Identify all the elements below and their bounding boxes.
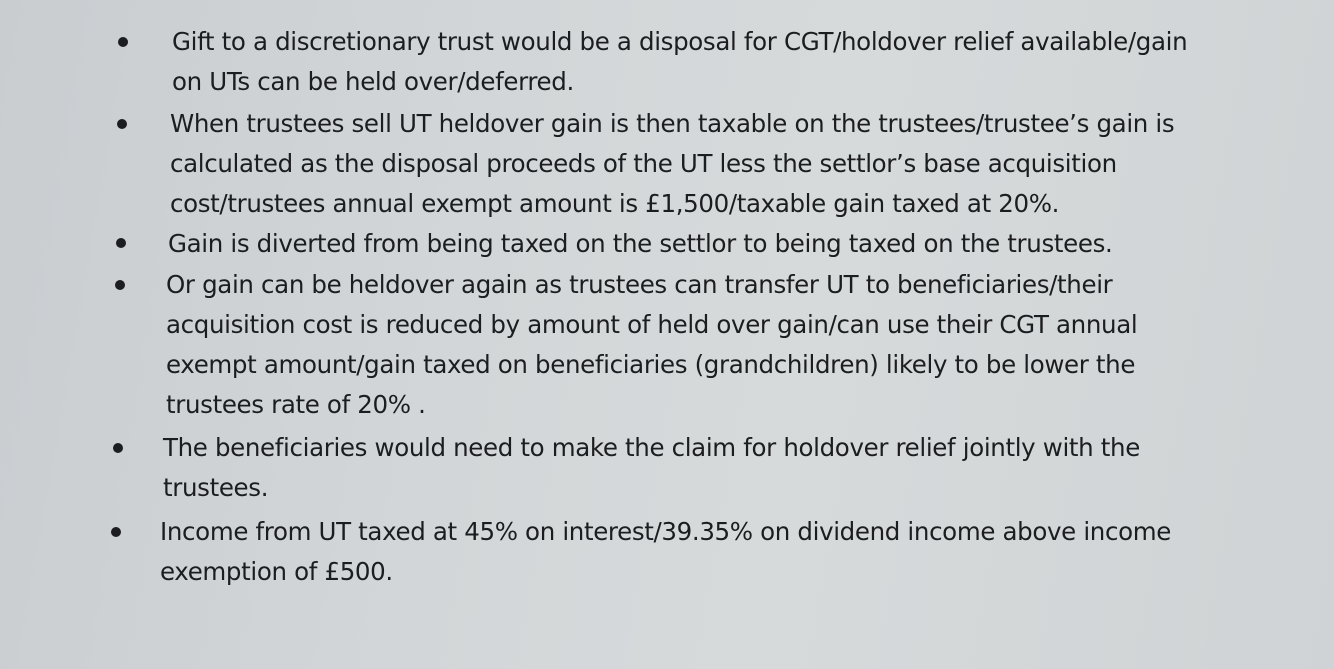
bullet-text: Gain is diverted from being taxed on the settlor to being taxed on the trustees. <box>168 229 1113 258</box>
bullet-icon <box>113 443 123 453</box>
bullet-text: The beneficiaries would need to make the claim for holdover relief jointly with the trustees. <box>163 433 1140 502</box>
bullet-text: When trustees sell UT heldover gain is then taxable on the trustees/trustee’s gain is calculated as the disposal proceeds of the UT less the settlor’s base acquisition cost/trustees annual exempt amount is £1,500/taxable gain taxed at 20%. <box>170 109 1175 218</box>
bullet-icon <box>116 238 126 248</box>
bullet-text: Income from UT taxed at 45% on interest/39.35% on dividend income above income exemption of £500. <box>160 517 1171 586</box>
bullet-icon <box>118 37 128 47</box>
bullet-icon <box>111 527 121 537</box>
bullet-icon <box>115 280 125 290</box>
bullet-text: Or gain can be heldover again as trustees can transfer UT to beneficiaries/their acquisition cost is reduced by amount of held over gain/can use their CGT annual exempt amount/gain taxed on beneficiaries (grandchildren) likely to be lower the trustees rate of 20% . <box>166 270 1138 419</box>
bullet-text: Gift to a discretionary trust would be a disposal for CGT/holdover relief available/gain on UTs can be held over/deferred. <box>172 27 1188 96</box>
bullet-icon <box>117 119 127 129</box>
